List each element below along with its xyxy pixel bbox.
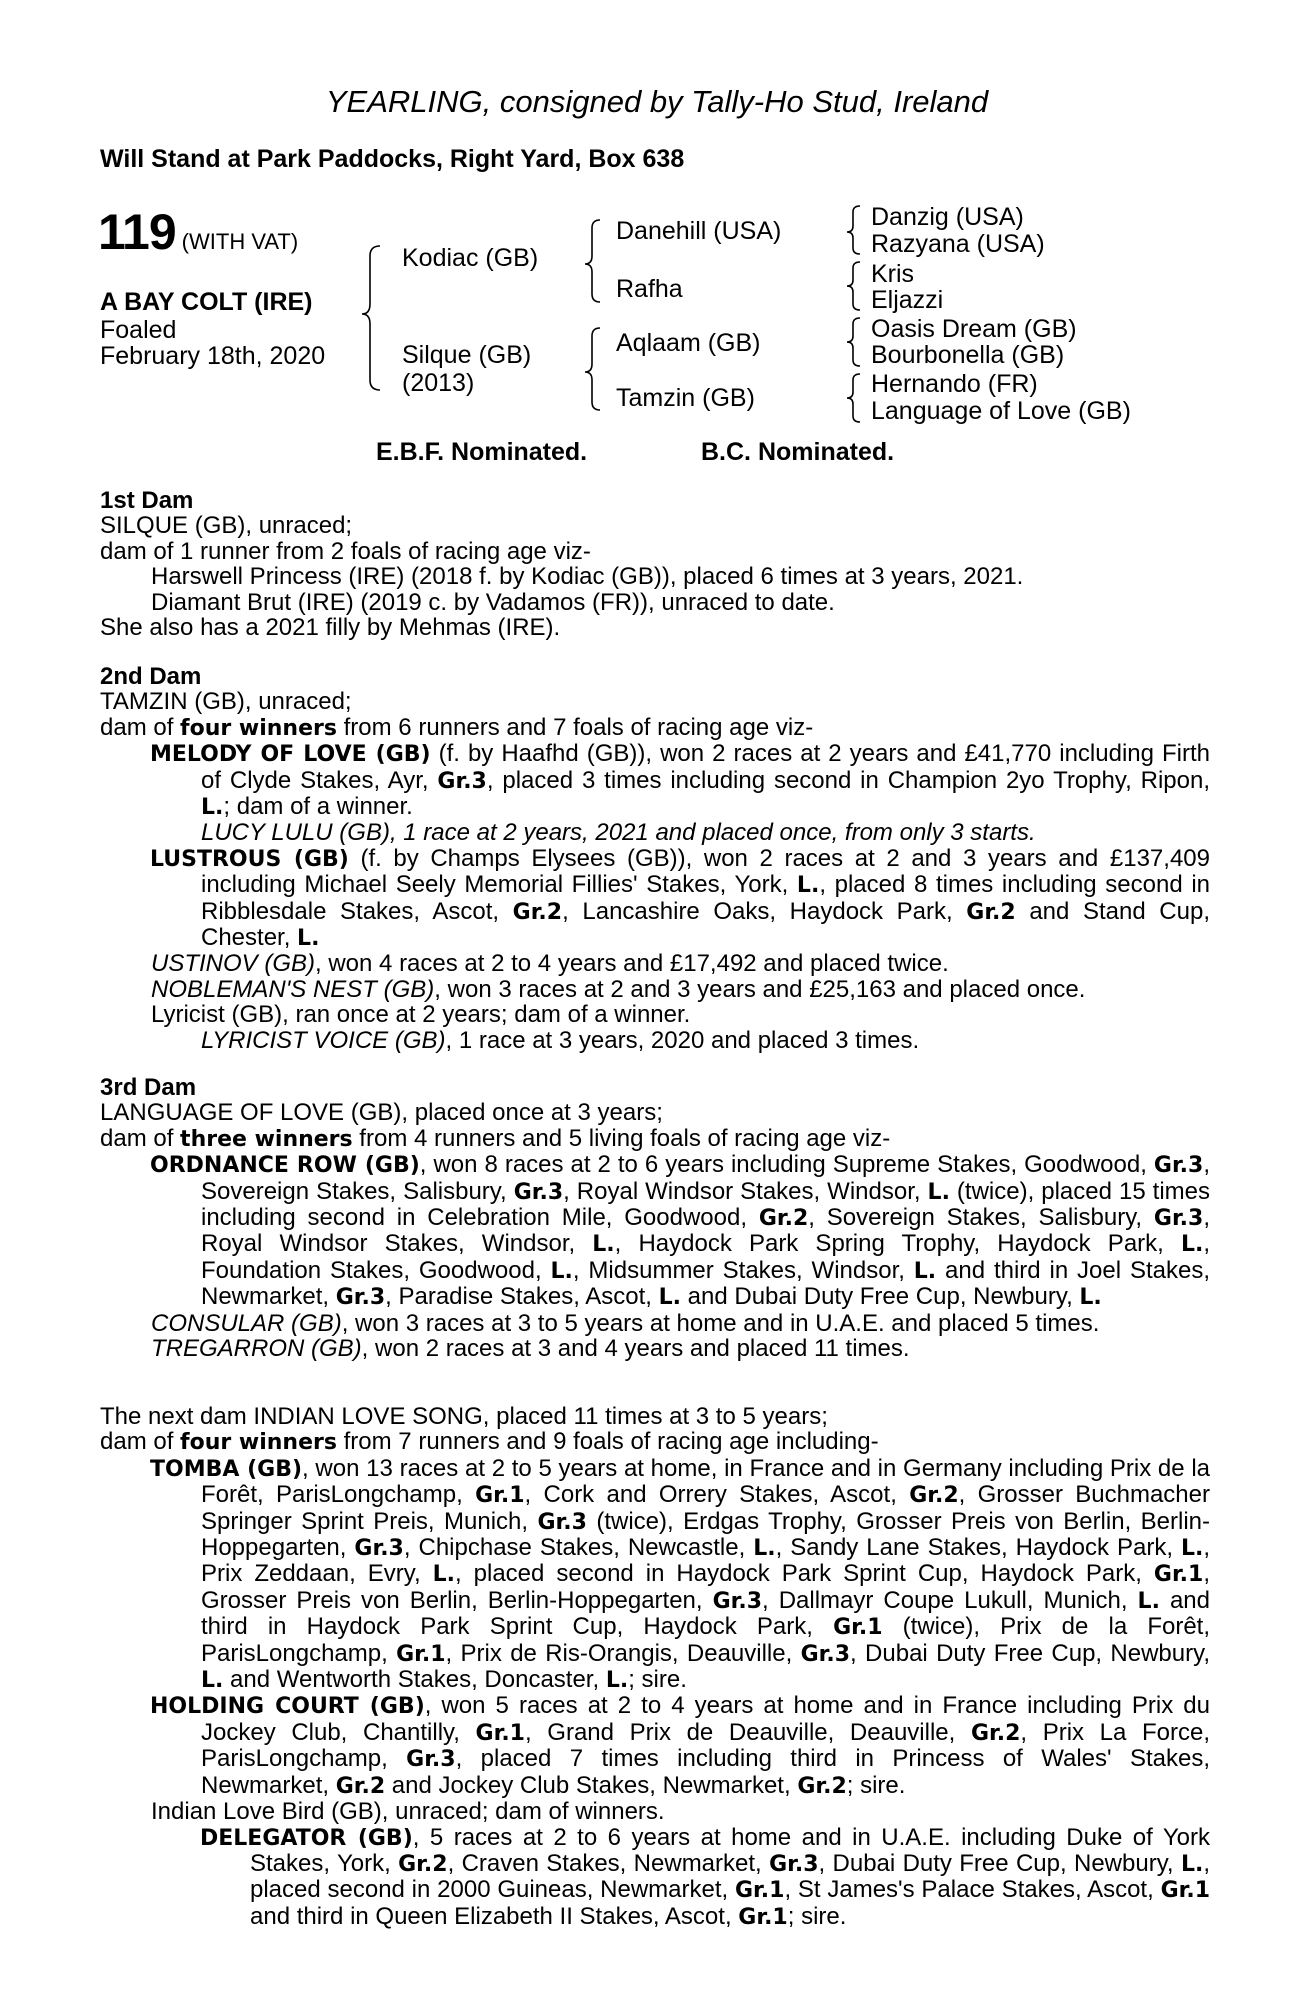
produce-holding-court: HOLDING COURT (GB), won 5 races at 2 to 4 years at home and in France including Prix du Jockey Club, Chantilly, Gr.1, Grand Prix de Deauville, Deauville, Gr.2, Prix La Force, ParisLongchamp, Gr.3, placed 7 times including third in Princess of Wales' Stakes, Newmarket, Gr.2 and Jockey Club Stakes, Newmarket, Gr.2; sire. — [150, 1692, 1210, 1799]
pedigree-g4: Eljazzi — [871, 286, 944, 314]
produce-lucy-lulu: LUCY LULU (GB), 1 race at 2 years, 2021 and placed once, from only 3 starts. — [201, 819, 1036, 847]
produce-delegator: DELEGATOR (GB), 5 races at 2 to 6 years at home and in U.A.E. including Duke of York Stakes, York, Gr.2, Craven Stakes, Newmarket, Gr.3, Dubai Duty Free Cup, Newbury, L., placed second in 2000 Guineas, Newmarket, Gr.1, St James's Palace Stakes, Ascot, Gr.1 and third in Queen Elizabeth II Stakes, Ascot, Gr.1; sire. — [200, 1823, 1210, 1930]
pedigree-dam-dam: Tamzin (GB) — [616, 384, 755, 412]
second-dam-section — [100, 664, 1210, 1053]
winners-count: four winners — [180, 715, 337, 741]
lot-number-value: 119 — [98, 204, 176, 260]
ebf-nomination: E.B.F. Nominated. — [376, 438, 588, 466]
foaled-label: Foaled — [100, 316, 177, 344]
produce-lustrous: LUSTROUS (GB) (f. by Champs Elysees (GB)), won 2 races at 2 and 3 years and £137,409 including Michael Seely Memorial Fillies' Stakes, York, L., placed 8 times including second in Ribblesdale Stakes, Ascot, Gr.2, Lancashire Oaks, Haydock Park, Gr.2 and Stand Cup, Chester, L. — [150, 844, 1210, 952]
pedigree-g6: Bourbonella (GB) — [871, 341, 1065, 369]
first-dam-name: SILQUE (GB), unraced; — [100, 512, 353, 540]
lot-title: A BAY COLT (IRE) — [100, 288, 313, 316]
vat-label: (WITH VAT) — [181, 229, 299, 254]
first-dam-title: 1st Dam — [100, 487, 194, 514]
pedigree-dam-sire: Aqlaam (GB) — [616, 329, 761, 357]
pedigree-g1: Danzig (USA) — [871, 203, 1024, 231]
pedigree-g7: Hernando (FR) — [871, 370, 1038, 398]
first-dam-record: dam of 1 runner from 2 foals of racing age viz- — [100, 537, 591, 565]
pedigree-g2: Razyana (USA) — [871, 230, 1045, 258]
produce-tregarron: TREGARRON (GB), won 2 races at 3 and 4 years and placed 11 times. — [151, 1335, 910, 1363]
third-dam-title: 3rd Dam — [100, 1074, 197, 1101]
second-dam-name: TAMZIN (GB), unraced; — [100, 688, 352, 716]
pedigree-sire-dam: Rafha — [616, 275, 683, 303]
pedigree-sire-sire: Danehill (USA) — [616, 217, 782, 245]
pedigree-sire: Kodiac (GB) — [402, 244, 539, 272]
next-dam-name: The next dam INDIAN LOVE SONG, placed 11 times at 3 to 5 years; — [100, 1403, 828, 1430]
produce-tomba: TOMBA (GB), won 13 races at 2 to 5 years at home, in France and in Germany including Prix de la Forêt, ParisLongchamp, Gr.1, Cork and Orrery Stakes, Ascot, Gr.2, Grosser Buchmacher Springer Sprint Preis, Munich, Gr.3 (twice), Erdgas Trophy, Grosser Preis von Berlin, Berlin-Hoppegarten, Gr.3, Chipchase Stakes, Newcastle, L., Sandy Lane Stakes, Haydock Park, L., Prix Zeddaan, Evry, L., placed second in Haydock Park Sprint Cup, Haydock Park, Gr.1, Grosser Preis von Berlin, Berlin-Hoppegarten, Gr.3, Dallmayr Coupe Lukull, Munich, L. and third in Haydock Park Sprint Cup, Haydock Park, Gr.1 (twice), Prix de la Forêt, ParisLongchamp, Gr.1, Prix de Ris-Orangis, Deauville, Gr.3, Dubai Duty Free Cup, Newbury, L. and Wentworth Stakes, Doncaster, L.; sire. — [150, 1454, 1211, 1694]
third-dam-section — [100, 1075, 1210, 1361]
first-dam-section — [100, 488, 1210, 640]
second-dam-title: 2nd Dam — [100, 663, 202, 690]
pedigree-g8: Language of Love (GB) — [871, 397, 1131, 425]
pedigree-dam-year: (2013) — [402, 369, 475, 397]
second-dam-record: dam of four winners from 6 runners and 7 foals of racing age viz- — [100, 713, 814, 741]
produce-melody-of-love: MELODY OF LOVE (GB) (f. by Haafhd (GB)), won 2 races at 2 years and £41,770 including Firth of Clyde Stakes, Ayr, Gr.3, placed 3 times including second in Champion 2yo Trophy, Ripon, L.; dam of a winner. — [150, 740, 1210, 821]
produce-consular: CONSULAR (GB), won 3 races at 3 to 5 years at home and in U.A.E. and placed 5 times. — [151, 1309, 1100, 1337]
pedigree-g5: Oasis Dream (GB) — [871, 315, 1077, 343]
page-header: YEARLING, consigned by Tally-Ho Stud, Ireland — [325, 84, 989, 119]
next-dam-record: dam of four winners from 7 runners and 9 foals of racing age including- — [100, 1428, 879, 1456]
next-dam-section — [100, 1404, 1210, 1930]
foaled-date: February 18th, 2020 — [100, 342, 326, 370]
produce-lyricist: Lyricist (GB), ran once at 2 years; dam of a winner. — [151, 1001, 691, 1029]
bc-nomination: B.C. Nominated. — [701, 438, 895, 466]
produce-lyricist-voice: LYRICIST VOICE (GB), 1 race at 3 years, 2020 and placed 3 times. — [201, 1026, 920, 1054]
produce-harswell-princess: Harswell Princess (IRE) (2018 f. by Kodiac (GB)), placed 6 times at 3 years, 2021. — [151, 563, 1024, 591]
pedigree-dam: Silque (GB) — [402, 341, 532, 369]
produce-indian-love-bird: Indian Love Bird (GB), unraced; dam of winners. — [151, 1798, 665, 1826]
first-dam-note: She also has a 2021 filly by Mehmas (IRE). — [100, 614, 561, 642]
pedigree-g3: Kris — [871, 260, 915, 288]
stand-location: Will Stand at Park Paddocks, Right Yard, Box 638 — [100, 145, 685, 173]
produce-ordnance-row: ORDNANCE ROW (GB), won 8 races at 2 to 6 years including Supreme Stakes, Goodwood, Gr.3, Sovereign Stakes, Salisbury, Gr.3, Royal Windsor Stakes, Windsor, L. (twice), placed 15 times including second in Celebration Mile, Goodwood, Gr.2, Sovereign Stakes, Salisbury, Gr.3, Royal Windsor Stakes, Windsor, L., Haydock Park Spring Trophy, Haydock Park, L., Foundation Stakes, Goodwood, L., Midsummer Stakes, Windsor, L. and third in Joel Stakes, Newmarket, Gr.3, Paradise Stakes, Ascot, L. and Dubai Duty Free Cup, Newbury, L. — [150, 1151, 1211, 1311]
produce-diamant-brut: Diamant Brut (IRE) (2019 c. by Vadamos (FR)), unraced to date. — [151, 588, 835, 616]
third-dam-name: LANGUAGE OF LOVE (GB), placed once at 3 years; — [100, 1099, 663, 1127]
third-dam-record: dam of three winners from 4 runners and 5 living foals of racing age viz- — [100, 1124, 891, 1152]
produce-noblemans-nest: NOBLEMAN'S NEST (GB), won 3 races at 2 and 3 years and £25,163 and placed once. — [151, 975, 1086, 1003]
produce-ustinov: USTINOV (GB), won 4 races at 2 to 4 years and £17,492 and placed twice. — [151, 950, 949, 978]
